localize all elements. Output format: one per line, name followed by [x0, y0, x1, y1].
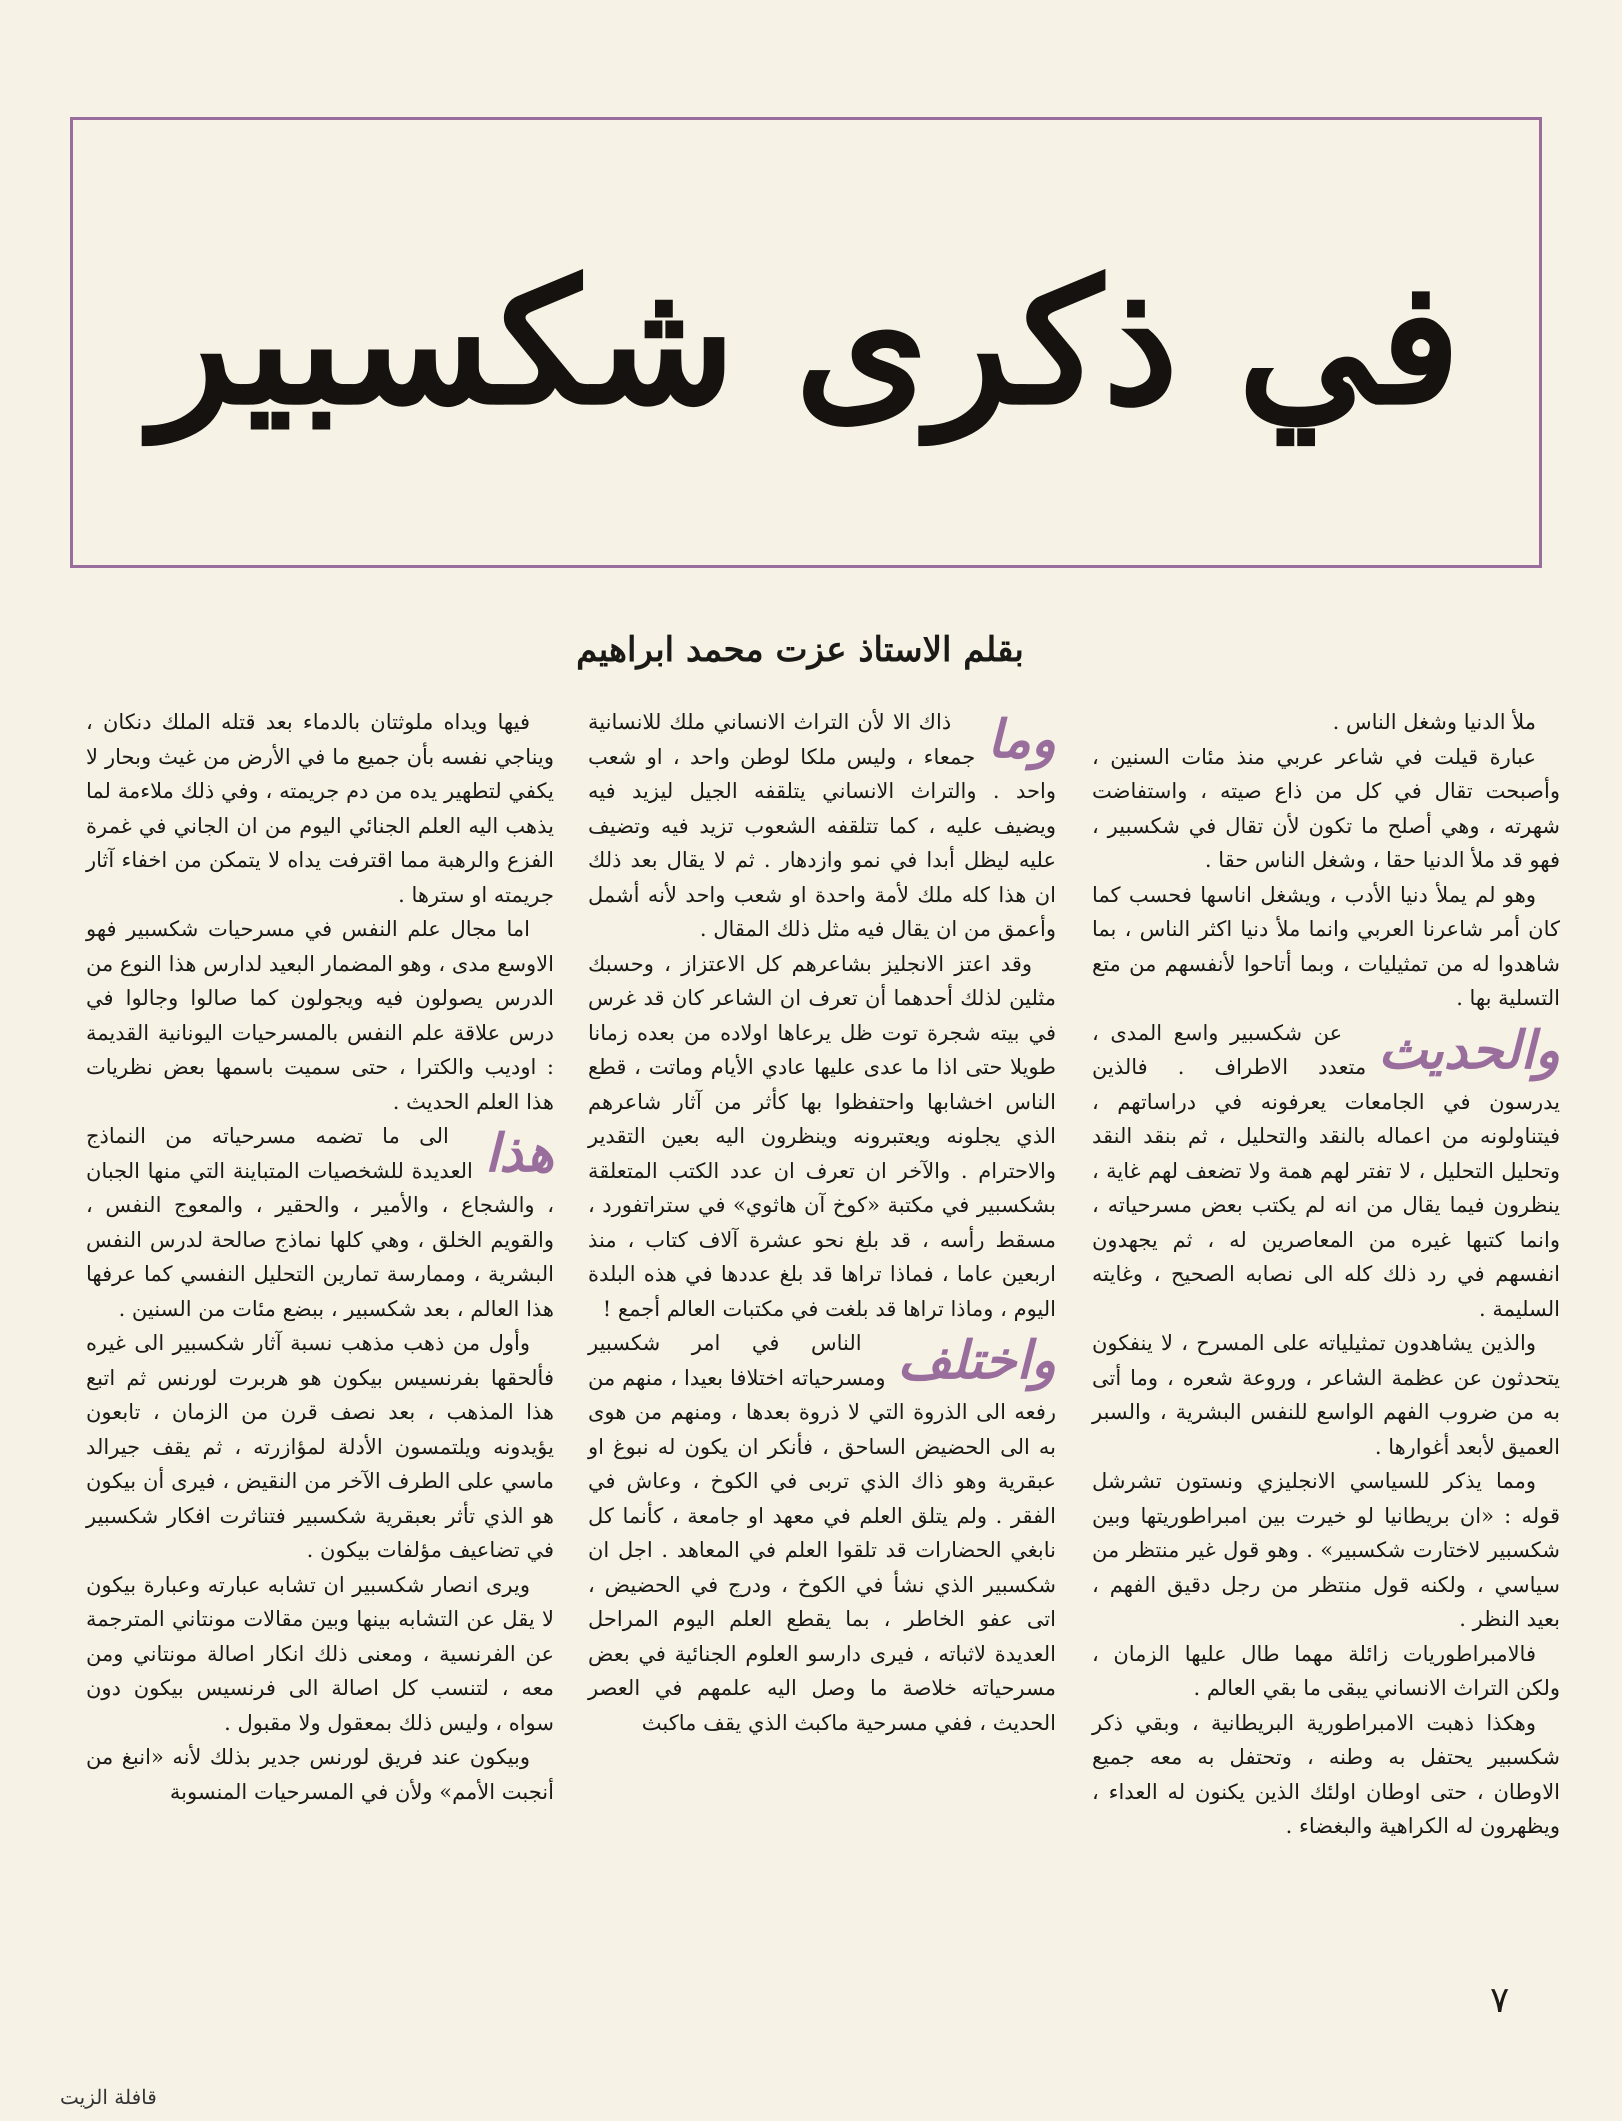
paragraph: ويرى انصار شكسبير ان تشابه عبارته وعبارة بيكون لا يقل عن التشابه بينها وبين مقالات مونتاني المترجمة عن الفرنسية ، ومعنى ذلك انكار اصالة مونتاني ومن معه ، لتنسب كل اصالة الى فرنسيس بيكون دون سواه ، وليس ذلك بمعقول ولا مقبول . — [86, 1572, 554, 1735]
paragraph: وأول من ذهب مذهب نسبة آثار شكسبير الى غيره فألحقها بفرنسيس بيكون هو هربرت لورنس ثم اتبع هذا المذهب ، بعد نصف قرن من الزمان ، تابعون يؤيدونه ويلتمسون الأدلة لمؤازرته ، ثم يقف جيرالد ماسي على الطرف الآخر من النقيض ، فيرى أن بيكون هو الذي تأثر بعبقرية شكسبير فتناثرت افكار شكسبير في تضاعيف مؤلفات بيكون . — [86, 1331, 554, 1562]
article-title: في ذكرى شكسبير — [151, 242, 1461, 443]
drop-cap: وما — [987, 709, 1056, 770]
drop-cap: والحديث — [1378, 1019, 1560, 1081]
paragraph: وبيكون عند فريق لورنس جدير بذلك لأنه «انبغ من أنجبت الأمم» ولأن في المسرحيات المنسوبة — [86, 1745, 554, 1804]
paragraph: والذين يشاهدون تمثيلياته على المسرح ، لا ينفكون يتحدثون عن عظمة الشاعر ، وروعة شعره ، وما أتى به من ضروب الفهم الواسع للنفس البشرية ، والسبر العميق لأبعد أغوارها . — [1092, 1331, 1560, 1459]
column-middle — [588, 705, 1056, 1740]
magazine-name: قافلة الزيت — [60, 2085, 157, 2109]
paragraph: اما مجال علم النفس في مسرحيات شكسبير فهو الاوسع مدى ، وهو المضمار البعيد لدارس هذا النوع من الدرس يصولون فيه ويجولون كما صالوا وجالوا في درس علاقة علم النفس بالمسرحيات اليونانية القديمة : اوديب والكترا ، حتى سميت باسمها بعض نظريات هذا العلم الحديث . — [86, 917, 554, 1114]
paragraph: وهو لم يملأ دنيا الأدب ، ويشغل اناسها فحسب كما كان أمر شاعرنا العربي وانما ملأ دنيا اكثر الناس ، بما شاهدوا له من تمثيليات ، وبما أتاحوا لأنفسهم من متع التسلية بها . — [1092, 882, 1560, 1010]
title-frame — [70, 117, 1542, 568]
paragraph: ملأ الدنيا وشغل الناس . — [1332, 710, 1536, 734]
paragraph: ذاك الا لأن التراث الانساني ملك للانسانية جمعاء ، وليس ملكا لوطن واحد ، او شعب واحد . والتراث الانساني يتلقفه الجيل ليزيد فيه ويضيف عليه ، كما تتلقفه الشعوب تزيد فيه وتضيف عليه ليظل أبدا في نمو وازدهار . ثم لا يقال بعد ذلك ان هذا كله ملك لأمة واحدة او شعب واحد لأنه أشمل وأعمق من ان يقال فيه مثل ذلك المقال . — [588, 710, 1056, 941]
paragraph: الناس في امر شكسبير ومسرحياته اختلافا بعيدا ، منهم من رفعه الى الذروة التي لا ذروة بعدها ، ومنهم من هوى به الى الحضيض الساحق ، فأنكر ان يكون له نبوغ او عبقرية وهو ذاك الذي تربى في الكوخ ، وعاش في الفقر . ولم يتلق العلم في معهد او جامعة ، كأنما كل نابغي الحضارات قد تلقوا العلم في المعاهد . اجل ان شكسبير الذي نشأ في الكوخ ، ودرج في الحضيض ، اتى عفو الخاطر ، بما يقطع العلم اليوم المراحل العديدة لاثباته ، فيرى دارسو العلوم الجنائية في بعض مسرحياته خلاصة ما وصل اليه علمهم في العصر الحديث ، ففي مسرحية ماكبث الذي يقف ماكبث — [588, 1331, 1056, 1735]
paragraph: وقد اعتز الانجليز بشاعرهم كل الاعتزاز ، وحسبك مثلين لذلك أحدهما أن تعرف ان الشاعر كان قد غرس في بيته شجرة توت ظل يرعاها اولاده من بعده زمانا طويلا حتى اذا ما عدى عليها عادي الأيام وماتت ، قطع الناس اخشابها واحتفظوا بها كأثر من آثار شاعرهم الذي يجلونه ويعتبرونه وينظرون اليه بعين التقدير والاحترام . والآخر ان تعرف ان عدد الكتب المتعلقة بشكسبير في مكتبة «كوخ آن هاثوي» في ستراتفورد ، مسقط رأسه ، قد بلغ نحو عشرة آلاف كتاب ، منذ اربعين عاما ، فماذا تراها قد بلغ عددها في هذه البلدة اليوم ، وماذا تراها قد بلغت في مكتبات العالم أجمع ! — [588, 951, 1056, 1321]
paragraph: الى ما تضمه مسرحياته من النماذج العديدة للشخصيات المتباينة التي منها الجبان ، والشجاع ، والأمير ، والحقير ، والمعوج النفس ، والقويم الخلق ، وهي كلها نماذج صالحة لدرس النفس البشرية ، وممارسة تمارين التحليل النفسي كما عرفها هذا العالم ، بعد شكسبير ، ببضع مئات من السنين . — [86, 1124, 554, 1321]
paragraph: فالامبراطوريات زائلة مهما طال عليها الزمان ، ولكن التراث الانساني يبقى ما بقي العالم . — [1092, 1641, 1560, 1700]
page-number: ٧ — [1490, 1980, 1510, 2021]
drop-cap: واختلف — [897, 1330, 1056, 1391]
column-right — [1092, 705, 1560, 1844]
paragraph: عن شكسبير واسع المدى ، متعدد الاطراف . فالذين يدرسون في الجامعات يعرفونه في دراساتهم ، فيتناولونه من اعماله بالنقد والتحليل ، ثم بنقد النقد وتحليل التحليل ، لا تفتر لهم همة ولا تضعف لهم غاية ، ينظرون فيما يقال من انه لم يكتب بعض مسرحياته ، وانما كتبها غيره من المعاصرين له ، ثم يجهدون انفسهم في رد ذلك كله الى نصابه الصحيح ، وغايته السليمة . — [1092, 1020, 1560, 1321]
paragraph: ومما يذكر للسياسي الانجليزي ونستون تشرشل قوله : «ان بريطانيا لو خيرت بين امبراطوريتها وبين شكسبير لاختارت شكسبير» . وهو قول غير منتظر من سياسي ، ولكنه قول منتظر من رجل دقيق الفهم ، بعيد النظر . — [1092, 1469, 1560, 1631]
author-byline: بقلم الاستاذ عزت محمد ابراهيم — [576, 630, 1024, 670]
paragraph: وهكذا ذهبت الامبراطورية البريطانية ، وبقي ذكر شكسبير يحتفل به وطنه ، وتحتفل به معه جميع الاوطان ، حتى اوطان اولئك الذين يكنون له العداء ، ويظهرون له الكراهية والبغضاء . — [1092, 1710, 1560, 1838]
paragraph: فيها ويداه ملوثتان بالدماء بعد قتله الملك دنكان ، ويناجي نفسه بأن جميع ما في الأرض من غيث وبحار لا يكفي لتطهير يده من دم جريمته ، وفي ذلك ملاءمة لما يذهب اليه العلم الجنائي اليوم من ان الجاني في غمرة الفزع والرهبة مما اقترفت يداه لا يتمكن من اخفاء آثار جريمته او سترها . — [86, 710, 554, 907]
column-left — [86, 705, 554, 1809]
paragraph: عبارة قيلت في شاعر عربي منذ مئات السنين ، وأصبحت تقال في كل من ذاع صيته ، واستفاضت شهرته ، وهي أصلح ما تكون لأن تقال في شكسبير ، فهو قد ملأ الدنيا حقا ، وشغل الناس حقا . — [1092, 744, 1560, 872]
drop-cap: هذا — [484, 1123, 554, 1184]
